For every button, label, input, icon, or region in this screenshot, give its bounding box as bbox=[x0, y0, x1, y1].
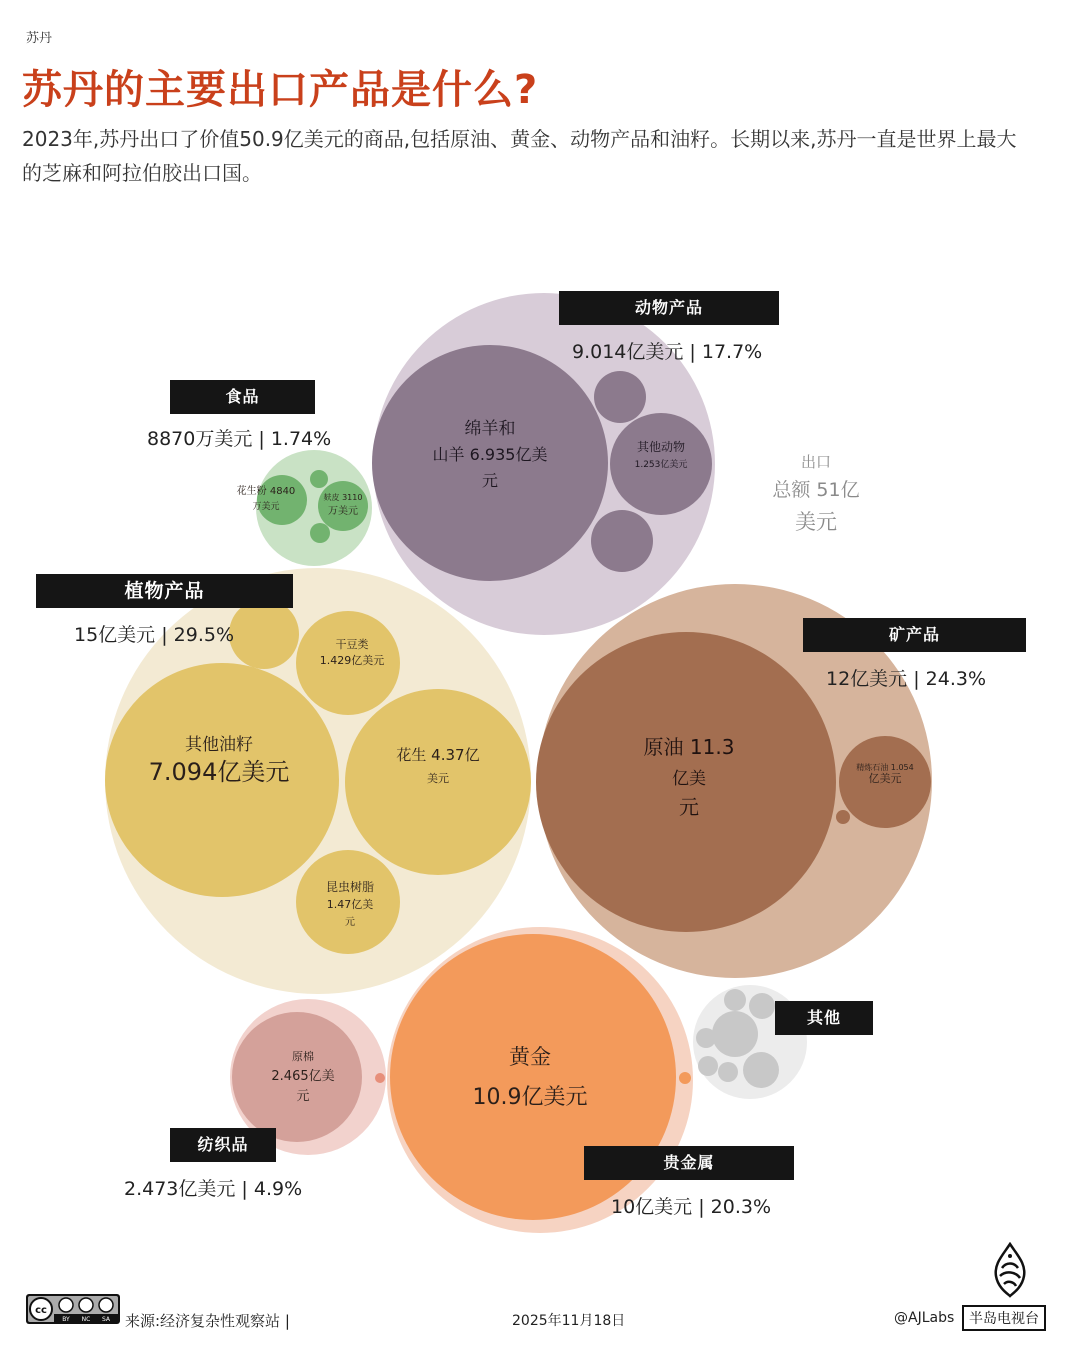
other-item-bubble-1 bbox=[724, 989, 746, 1011]
item-label-animal-0-line-1: 山羊 6.935亿美 bbox=[432, 445, 548, 464]
category-label-food: 食品 bbox=[170, 380, 315, 414]
item-label-mineral-0-line-0: 原油 11.3 bbox=[643, 735, 735, 759]
item-bubble-textile-1 bbox=[375, 1073, 385, 1083]
publish-date: 2025年11月18日 bbox=[512, 1313, 626, 1329]
category-value-food: 8870万美元 | 1.74% bbox=[147, 428, 332, 450]
item-label-textile-0-line-0: 原棉 bbox=[292, 1050, 314, 1063]
item-bubble-food-0 bbox=[257, 475, 307, 525]
license-sa: SA bbox=[101, 1316, 111, 1323]
page-title: 苏丹的主要出口产品是什么? bbox=[22, 67, 539, 113]
item-label-plant-3-line-2: 元 bbox=[345, 917, 355, 928]
svg-text:cc: cc bbox=[35, 1305, 47, 1316]
item-bubble-food-2 bbox=[310, 470, 328, 488]
org-name: 半岛电视台 bbox=[962, 1305, 1046, 1331]
category-label-textile: 纺织品 bbox=[170, 1128, 276, 1162]
category-label-metal: 贵金属 bbox=[584, 1146, 794, 1180]
other-item-bubble-5 bbox=[718, 1062, 738, 1082]
country-label: 苏丹 bbox=[26, 31, 53, 46]
item-label-mineral-0-line-2: 元 bbox=[679, 795, 699, 819]
category-value-animal: 9.014亿美元 | 17.7% bbox=[572, 341, 763, 363]
item-label-animal-0-line-0: 绵羊和 bbox=[464, 419, 516, 439]
item-bubble-animal-3 bbox=[591, 510, 653, 572]
cc-license-icon bbox=[26, 1294, 120, 1324]
item-bubble-plant-4 bbox=[229, 599, 299, 669]
page-subtitle: 2023年,苏丹出口了价值50.9亿美元的商品,包括原油、黄金、动物产品和油籽。长期以来,苏丹一直是世界上最大的芝麻和阿拉伯胶出口国。 bbox=[22, 127, 1017, 185]
item-label-plant-0-line-0: 其他油籽 bbox=[185, 735, 253, 755]
item-label-metal-0-line-0: 黄金 bbox=[509, 1045, 551, 1069]
category-label-other: 其他 bbox=[775, 1001, 873, 1035]
category-label-mineral: 矿产品 bbox=[803, 618, 1026, 652]
item-label-food-0-line-0: 花生粉 4840 bbox=[236, 486, 296, 497]
item-label-plant-3-line-0: 昆虫树脂 bbox=[325, 880, 375, 894]
item-label-food-1-line-0: 麸皮 3110 bbox=[323, 493, 363, 502]
category-value-textile: 2.473亿美元 | 4.9% bbox=[124, 1178, 303, 1200]
item-label-plant-1-line-1: 美元 bbox=[427, 772, 449, 785]
total-label-line-0: 出口 bbox=[800, 453, 832, 471]
item-bubble-animal-2 bbox=[594, 371, 646, 423]
license-by: BY bbox=[62, 1316, 70, 1323]
item-label-plant-0-line-1: 7.094亿美元 bbox=[148, 758, 290, 786]
item-label-plant-2-line-0: 干豆类 bbox=[335, 638, 369, 651]
other-item-bubble-6 bbox=[743, 1052, 779, 1088]
other-item-bubble-3 bbox=[696, 1028, 716, 1048]
item-label-mineral-1-line-0: 精炼石油 1.054 bbox=[856, 763, 914, 772]
item-label-animal-1-line-1: 1.253亿美元 bbox=[634, 460, 688, 470]
item-label-mineral-1-line-1: 亿美元 bbox=[868, 772, 902, 785]
item-label-textile-0-line-2: 元 bbox=[296, 1089, 310, 1104]
category-label-plant: 植物产品 bbox=[36, 574, 293, 608]
category-value-mineral: 12亿美元 | 24.3% bbox=[826, 668, 987, 690]
item-label-plant-1-line-0: 花生 4.37亿 bbox=[396, 746, 480, 764]
item-bubble-metal-1 bbox=[679, 1072, 691, 1084]
item-label-metal-0-line-1: 10.9亿美元 bbox=[472, 1085, 588, 1110]
item-bubble-food-3 bbox=[310, 523, 330, 543]
item-label-animal-0-line-2: 元 bbox=[481, 471, 499, 490]
item-label-food-1-line-1: 万美元 bbox=[328, 506, 358, 517]
al-jazeera-logo-icon bbox=[988, 1242, 1032, 1298]
item-label-mineral-0-line-1: 亿美 bbox=[672, 769, 706, 789]
item-label-plant-2-line-1: 1.429亿美元 bbox=[319, 654, 385, 667]
item-bubble-mineral-2 bbox=[836, 810, 850, 824]
item-label-textile-0-line-1: 2.465亿美 bbox=[271, 1069, 335, 1084]
other-item-bubble-4 bbox=[698, 1056, 718, 1076]
total-label-line-1: 总额 51亿 bbox=[772, 479, 860, 501]
source-text: 来源:经济复杂性观察站 | bbox=[125, 1312, 290, 1330]
total-label-line-2: 美元 bbox=[795, 510, 837, 534]
other-item-bubble-0 bbox=[712, 1011, 758, 1057]
item-label-animal-1-line-0: 其他动物 bbox=[636, 440, 686, 454]
category-value-metal: 10亿美元 | 20.3% bbox=[611, 1196, 772, 1218]
social-handle: @AJLabs bbox=[894, 1310, 955, 1326]
other-item-bubble-2 bbox=[749, 993, 775, 1019]
category-label-animal: 动物产品 bbox=[559, 291, 779, 325]
item-label-food-0-line-1: 万美元 bbox=[252, 502, 280, 512]
license-nc: NC bbox=[81, 1316, 91, 1323]
item-label-plant-3-line-1: 1.47亿美 bbox=[326, 898, 374, 911]
category-value-plant: 15亿美元 | 29.5% bbox=[74, 624, 235, 646]
